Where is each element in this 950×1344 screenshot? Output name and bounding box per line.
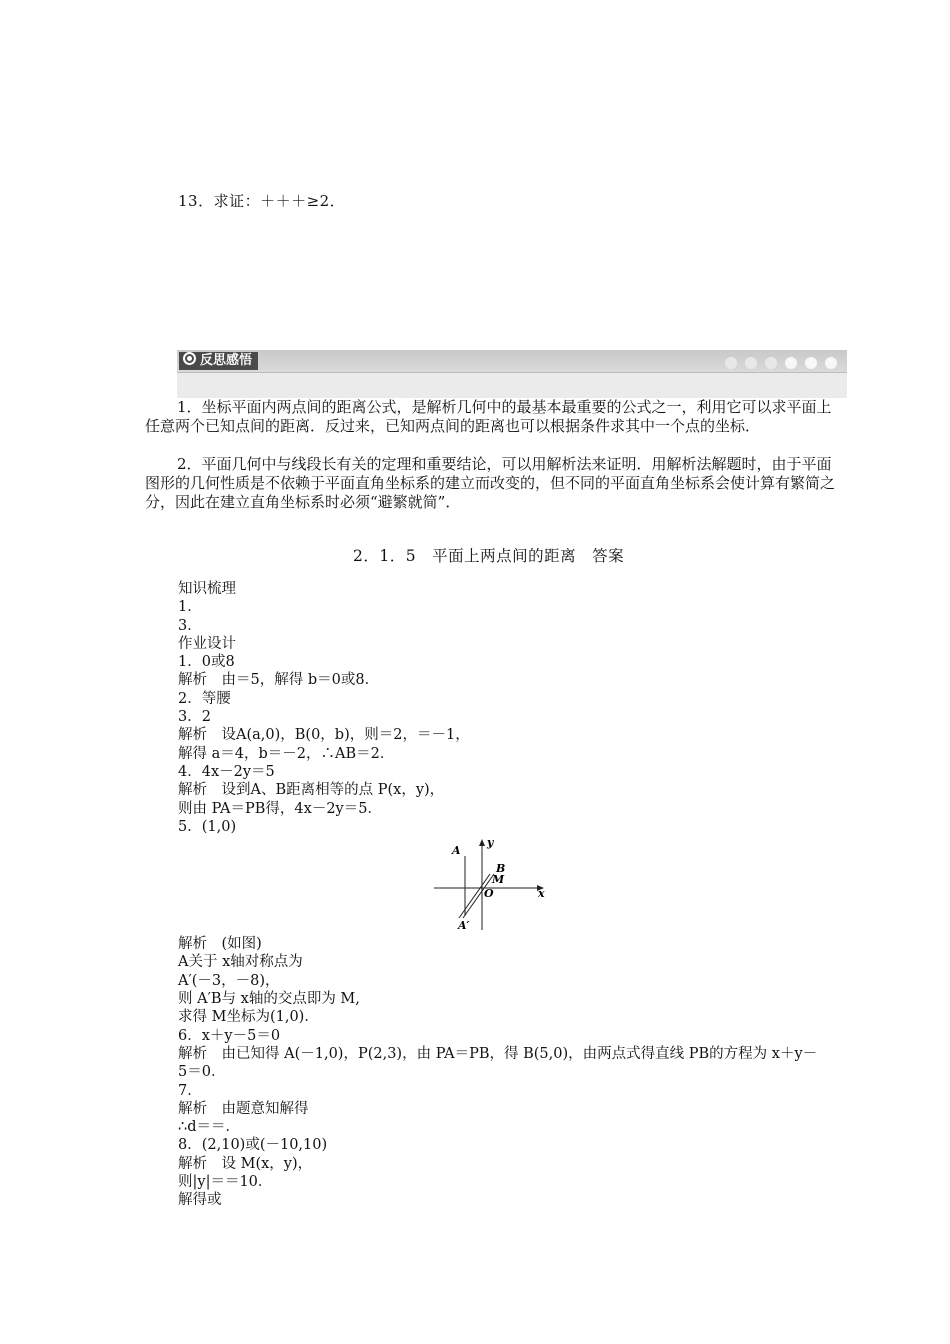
answer-line: A关于 x轴对称点为 — [178, 954, 303, 971]
answer-line: 知识梳理 — [178, 581, 236, 597]
label-a: A — [452, 844, 461, 857]
y-axis-arrow-icon — [479, 839, 485, 846]
answer-line: 3．2 — [178, 709, 211, 726]
answer-line: 作业设计 — [178, 635, 236, 652]
answer-line: 则 A′B与 x轴的交点即为 M, — [178, 991, 360, 1008]
answer-line: 解析 由已知得 A(－1,0)，P(2,3)，由 PA＝PB，得 B(5,0)，由两点式得直线 PB的方程为 x＋y－5＝0． — [178, 1045, 818, 1081]
answer-line: 解析 设到A、B距离相等的点 P(x，y)， — [178, 782, 445, 799]
label-b: B — [496, 862, 506, 875]
target-icon — [183, 352, 196, 365]
answer-line: 8．(2,10)或(－10,10) — [178, 1137, 328, 1154]
label-a-prime: A′ — [458, 919, 470, 932]
dot-icon — [825, 357, 837, 369]
answer-line: 3． — [178, 617, 202, 634]
answer-line: 4．4x－2y＝5 — [178, 763, 275, 780]
answer-line: 解得或 — [178, 1192, 222, 1209]
answer-line: 解析 由＝5，解得 b＝0或8． — [178, 672, 380, 689]
dot-icon — [785, 357, 797, 369]
answer-line: A′(－3，－8)， — [178, 972, 280, 989]
dot-icon — [725, 357, 737, 369]
reflection-paragraph-2: 2．平面几何中与线段长有关的定理和重要结论，可以用解析法来证明．用解析法解题时，由于平面图形的几何性质是不依赖于平面直角坐标系的建立而改变的，但不同的平面直角坐标系会使计算有繁简之分，因此在建立直角坐标系时必须“避繁就简”． — [145, 455, 836, 511]
label-o: O — [484, 887, 494, 900]
answer-line: 1． — [178, 599, 202, 616]
banner-label: 反思感悟 — [200, 353, 253, 368]
answer-line: 6．x＋y－5＝0 — [178, 1027, 281, 1044]
answer-line: 1．0或8 — [178, 654, 235, 671]
answer-title: 2．1．5 平面上两点间的距离 答案 — [353, 547, 625, 565]
reflection-banner — [177, 350, 847, 398]
label-m: M — [492, 873, 505, 886]
label-y: y — [487, 836, 494, 849]
answer-line: 解析 由题意知解得 — [178, 1100, 309, 1117]
decorative-dots — [717, 355, 837, 373]
reflection-paragraph-1: 1．坐标平面内两点间的距离公式，是解析几何中的最基本最重要的公式之一，利用它可以求平面上任意两个已知点间的距离．反过来，已知两点间的距离也可以根据条件求其中一个点的坐标． — [145, 398, 832, 435]
answer-line: 解析 设A(a,0)，B(0，b)，则＝2，＝－1， — [178, 727, 470, 744]
dot-icon — [745, 357, 757, 369]
dot-icon — [765, 357, 777, 369]
answer-line: 求得 M坐标为(1,0)． — [178, 1009, 319, 1026]
answer-line: 7． — [178, 1082, 202, 1099]
label-x: x — [538, 887, 545, 900]
answer-line: 5．(1,0) — [178, 818, 237, 835]
answer-line: 解得 a＝4，b＝－2，∴AB＝2． — [178, 745, 395, 762]
answer-line: 解析 设 M(x，y)， — [178, 1155, 313, 1172]
answer-line: 2．等腰 — [178, 690, 231, 707]
answer-line: ∴d＝＝． — [178, 1119, 241, 1136]
answer-line: 则|y|＝＝10． — [178, 1174, 273, 1191]
answer-line: 则由 PA＝PB得，4x－2y＝5． — [178, 800, 382, 817]
dot-icon — [805, 357, 817, 369]
question-13: 13．求证：＋＋＋≥2． — [178, 192, 346, 210]
answer-line: 解析 (如图) — [178, 936, 262, 953]
reflection-figure — [430, 836, 550, 932]
banner-bar — [177, 350, 847, 373]
banner-badge — [179, 352, 258, 370]
